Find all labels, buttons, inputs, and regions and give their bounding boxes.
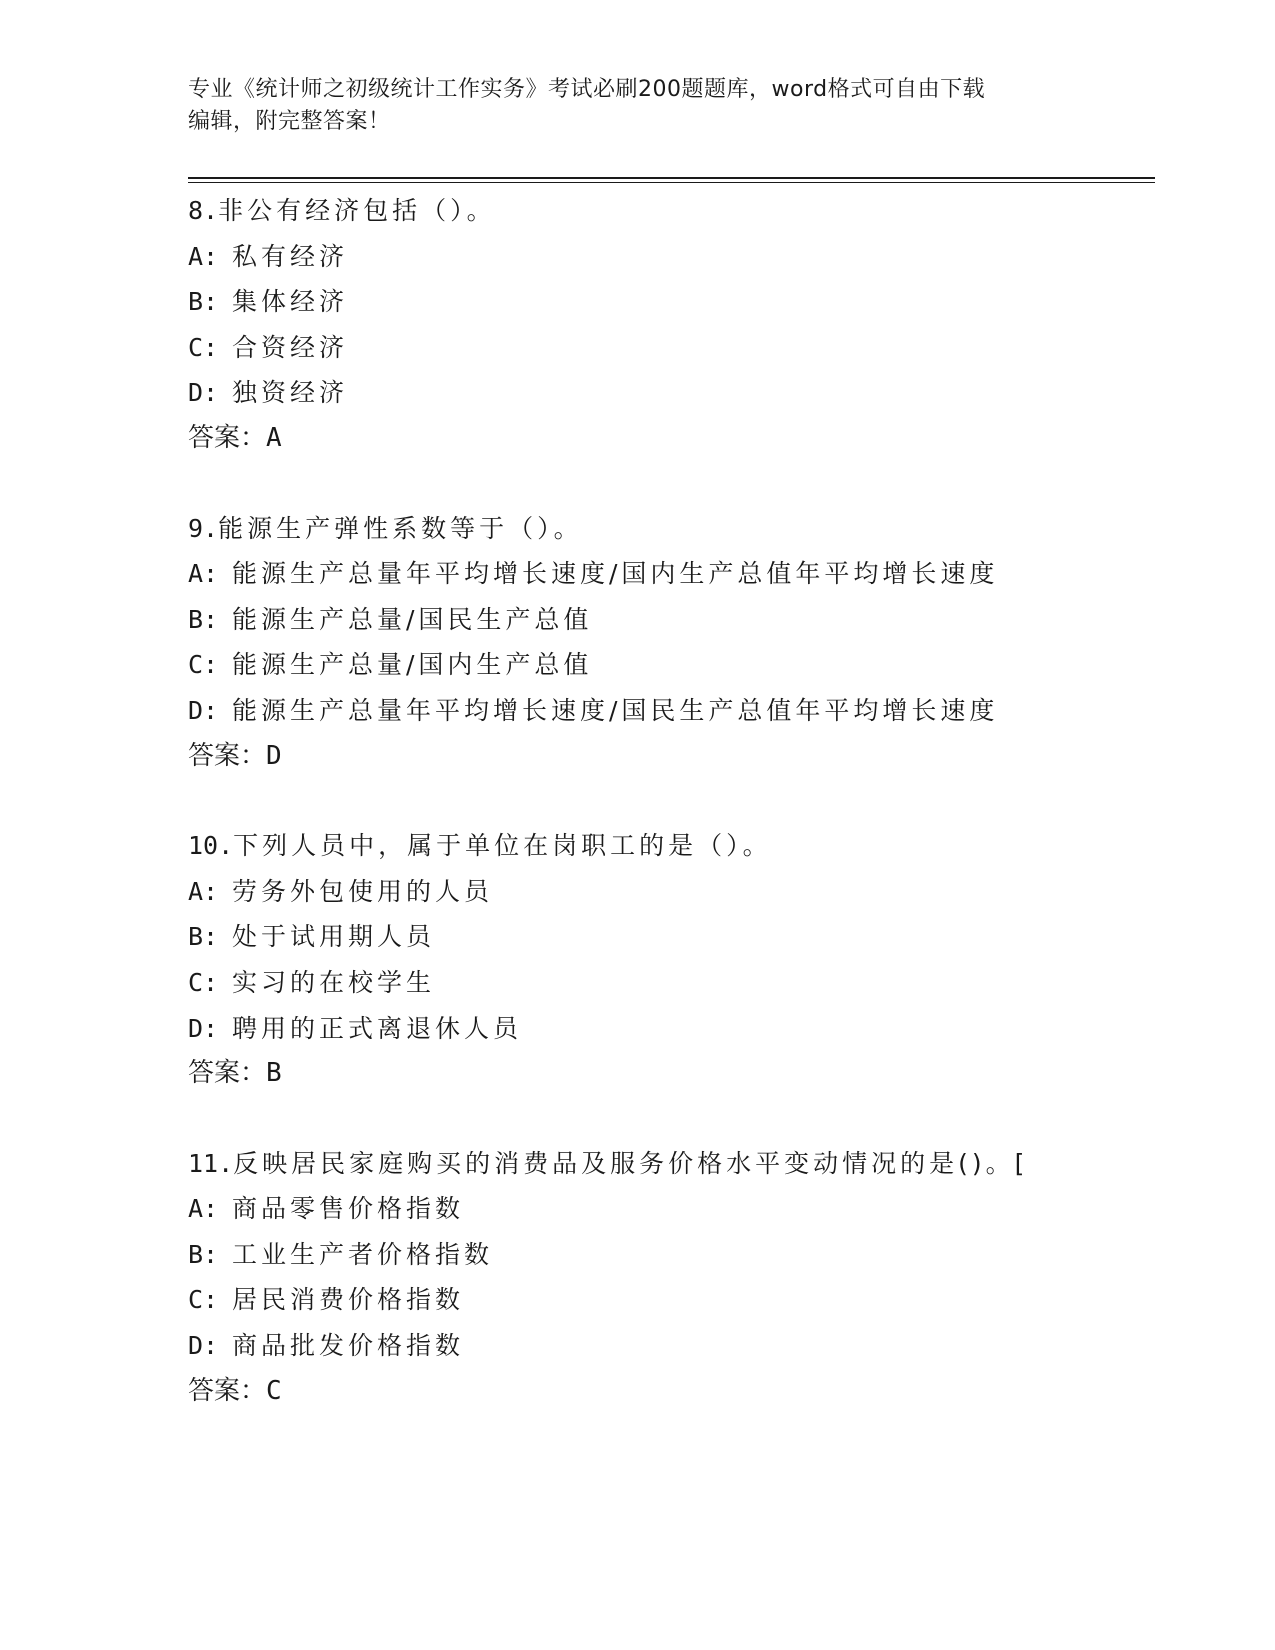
option-c [188,1277,1148,1323]
option-text: 能源生产总量/国内生产总值 [232,650,593,680]
option-c [188,642,1148,688]
option-b [188,914,1148,960]
option-label: A: [188,1194,219,1224]
answer [188,1051,1148,1097]
question-8 [188,188,1148,462]
question-list [188,188,1148,1458]
question-11 [188,1141,1148,1415]
question-text: 下列人员中，属于单位在岗职工的是（）。 [233,831,772,861]
header-line-1: 专业《统计师之初级统计工作实务》考试必刷200题题库，word格式可自由下载 [188,77,986,102]
question-number: 11. [188,1148,234,1178]
option-label: C: [188,332,219,362]
option-d [188,1323,1148,1369]
question-number: 9. [188,513,219,543]
answer-value: C [266,1375,282,1406]
answer-value: D [266,740,282,771]
answer [188,416,1148,462]
question-text: 非公有经济包括（）。 [218,196,496,225]
option-a [188,234,1148,280]
header-divider-thick [188,177,1155,179]
option-text: 处于试用期人员 [232,922,436,952]
answer-label: 答案： [188,1375,267,1406]
option-text: 居民消费价格指数 [232,1285,465,1315]
option-text: 能源生产总量年平均增长速度/国内生产总值年平均增长速度 [232,559,999,589]
question-number: 10. [188,831,234,861]
option-c [188,960,1148,1006]
option-text: 能源生产总量年平均增长速度/国民生产总值年平均增长速度 [232,695,999,725]
option-label: D: [188,378,219,408]
option-d [188,688,1148,734]
option-text: 能源生产总量/国民生产总值 [232,604,593,634]
option-b [188,597,1148,643]
document-header [188,74,1088,138]
option-text: 聘用的正式离退休人员 [232,1013,523,1043]
question-9 [188,506,1148,780]
option-label: B: [188,604,219,634]
option-label: B: [188,1239,219,1269]
option-d [188,370,1148,416]
option-a [188,551,1148,597]
answer-label: 答案： [188,1058,267,1089]
option-label: D: [188,1013,219,1043]
question-stem [188,823,1148,869]
question-text: 反映居民家庭购买的消费品及服务价格水平变动情况的是()。[ [233,1148,1029,1178]
option-label: D: [188,1331,219,1361]
option-a [188,869,1148,915]
option-label: A: [188,559,219,589]
question-stem [188,506,1148,552]
answer-label: 答案： [188,740,267,771]
option-label: A: [188,241,219,271]
option-label: B: [188,922,219,952]
question-stem [188,188,1148,234]
option-text: 商品零售价格指数 [232,1194,465,1224]
option-label: C: [188,967,219,997]
answer-value: A [266,422,282,453]
option-b [188,279,1148,325]
header-divider-thin [188,182,1155,183]
option-d [188,1006,1148,1052]
option-b [188,1232,1148,1278]
option-label: C: [188,1285,219,1315]
option-text: 实习的在校学生 [232,967,436,997]
option-label: C: [188,650,219,680]
answer-value: B [266,1058,282,1089]
option-c [188,325,1148,371]
answer-label: 答案： [188,422,267,453]
question-number: 8. [188,196,219,225]
question-stem [188,1141,1148,1187]
option-text: 劳务外包使用的人员 [232,876,494,906]
option-a [188,1186,1148,1232]
option-text: 工业生产者价格指数 [232,1239,494,1269]
option-text: 商品批发价格指数 [232,1331,465,1361]
option-label: D: [188,695,219,725]
option-text: 集体经济 [232,287,349,317]
question-text: 能源生产弹性系数等于（）。 [218,513,583,543]
option-label: A: [188,876,219,906]
option-text: 合资经济 [232,332,349,362]
question-10 [188,823,1148,1097]
answer [188,1369,1148,1415]
option-text: 私有经济 [232,241,349,271]
answer [188,734,1148,780]
option-text: 独资经济 [232,378,349,408]
header-line-2: 编辑，附完整答案！ [188,109,391,134]
option-label: B: [188,287,219,317]
